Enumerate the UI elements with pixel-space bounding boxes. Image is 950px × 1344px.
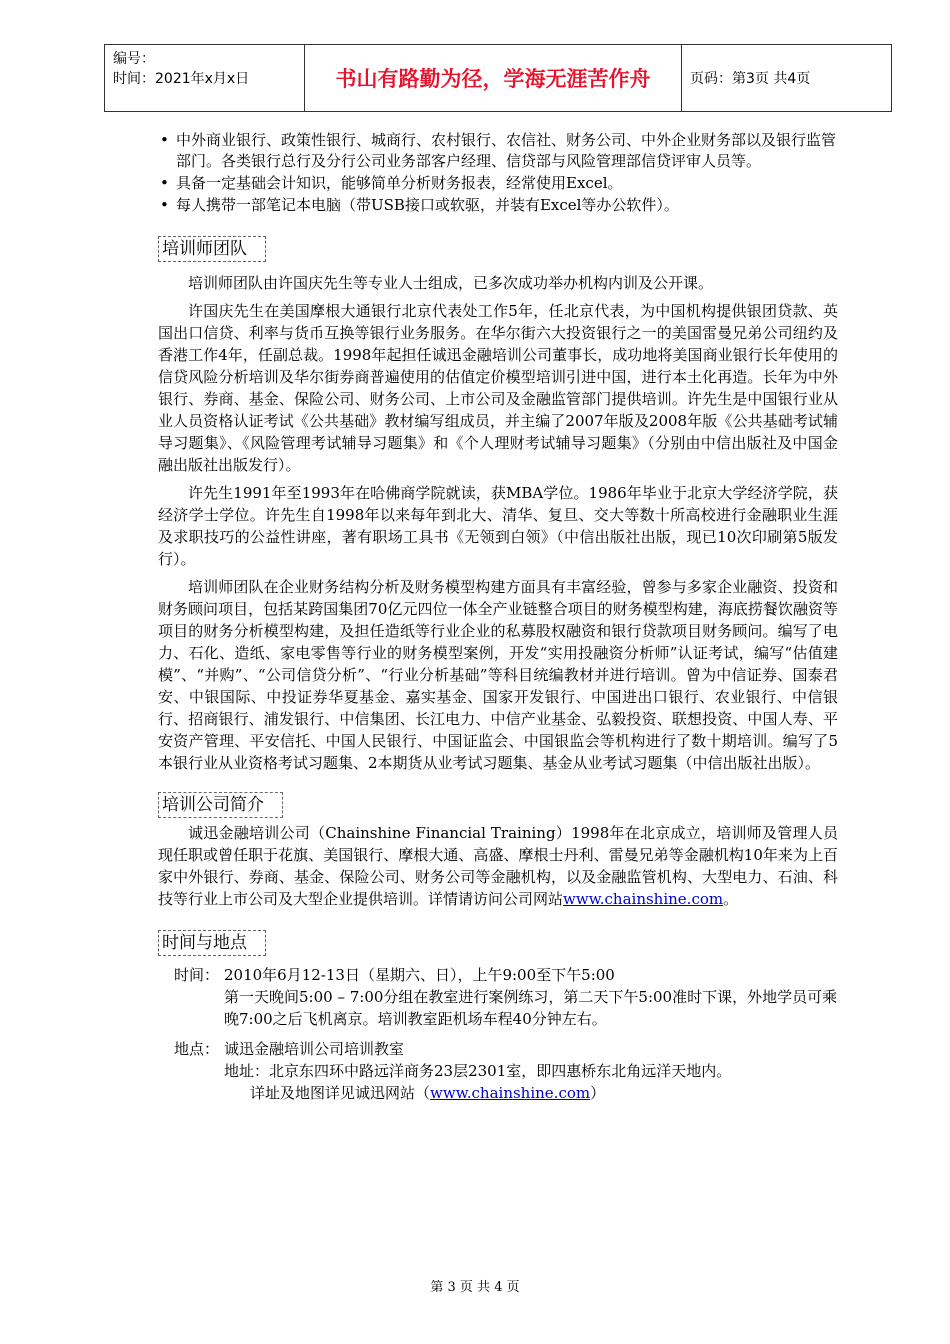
schedule-block [174,964,838,1104]
list-item: • 每人携带一部笔记本电脑（带USB接口或软驱，并装有Excel等办公软件）。 [176,195,838,216]
doc-number-label: 编号： [113,51,155,67]
map-prefix: 详址及地图详见诚迅网站（ [250,1084,431,1102]
section-title-team: 培训师团队 [158,236,266,262]
place-label: 地点： [174,1040,220,1058]
company-paragraph [158,822,838,910]
page-header [104,44,892,112]
list-item: • 中外商业银行、政策性银行、城商行、农村银行、农信社、财务公司、中外企业财务部以及银行监管部门。各类银行总行及分行公司业务部客户经理、信贷部与风险管理部信贷评审人员等。 [176,130,838,172]
section-title-schedule: 时间与地点 [158,930,266,956]
requirements-list [158,130,838,216]
header-page-label: 页码：第3页 共4页 [690,71,811,87]
map-line [224,1082,838,1104]
company-website-link[interactable]: www.chainshine.com [563,890,724,908]
page-footer: 第 3 页 共 4 页 [430,1280,520,1295]
map-website-link[interactable]: www.chainshine.com [430,1084,591,1102]
time-note: 第一天晚间5:00 – 7:00分组在教室进行案例练习，第二天下午5:00准时下课，外地学员可乘晚7:00之后飞机离京。培训教室距机场车程40分钟左右。 [224,988,838,1028]
place-line: 诚迅金融培训公司培训教室 [224,1040,405,1058]
address-line: 地址：北京东四环中路远洋商务23层2301室，即四惠桥东北角远洋天地内。 [224,1062,732,1080]
company-text-end: 。 [723,890,739,908]
time-line: 2010年6月12-13日（星期六、日），上午9:00至下午5:00 [224,966,615,984]
list-item: • 具备一定基础会计知识，能够简单分析财务报表，经常使用Excel。 [176,173,838,194]
section-title-company: 培训公司简介 [158,792,283,818]
doc-time-label: 时间：2021年x月x日 [113,71,250,87]
team-paragraph: 培训师团队由许国庆先生等专业人士组成，已多次成功举办机构内训及公开课。 [188,274,714,292]
document-body [158,130,838,1104]
header-meta [105,45,305,111]
team-paragraph: 许国庆先生在美国摩根大通银行北京代表处工作5年，任北京代表，为中国机构提供银团贷款、英国出口信贷、利率与货币互换等银行业务服务。在华尔街六大投资银行之一的美国雷曼兄弟公司纽约及香港工作4年，任副总裁。1998年起担任诚迅金融培训公司董事长，成功地将美国商业银行长年使用的信贷风险分析培训及华尔街券商普遍使用的估值定价模型培训引进中国，进行本土化再造。长年为中外银行、券商、基金、保险公司、财务公司、上市公司及金融监管部门提供培训。许先生是中国银行业从业人员资格认证考试《公共基础》教材编写组成员，并主编了2007年版及2008年版《公共基础考试辅导习题集》、《风险管理考试辅导习题集》和《个人理财考试辅导习题集》（分别由中信出版社及中国金融出版社出版发行）。 [158,302,838,474]
time-label: 时间： [174,966,220,984]
company-text: 诚迅金融培训公司（Chainshine Financial Training）1998年在北京成立，培训师及管理人员现任职或曾任职于花旗、美国银行、摩根大通、高盛、摩根士丹利、雷曼兄弟等金融机构10年来为上百家中外银行、券商、基金、保险公司、财务公司等金融机构，以及金融监管机构、大型电力、石油、科技等行业上市公司及大型企业提供培训。详情请访问公司网站 [158,824,838,908]
team-paragraph: 培训师团队在企业财务结构分析及财务模型构建方面具有丰富经验，曾参与多家企业融资、投资和财务顾问项目，包括某跨国集团70亿元四位一体全产业链整合项目的财务模型构建，海底捞餐饮融资等项目的财务分析模型构建，及担任造纸等行业企业的私募股权融资和银行贷款项目财务顾问。编写了电力、石化、造纸、家电零售等行业的财务模型案例，开发“实用投融资分析师”认证考试，编写“估值建模”、“并购”、“公司信贷分析”、“行业分析基础”等科目统编教材并进行培训。曾为中信证券、国泰君安、中银国际、中投证券华夏基金、嘉实基金、国家开发银行、中国进出口银行、农业银行、中信银行、招商银行、浦发银行、中信集团、长江电力、中信产业基金、弘毅投资、联想投资、中国人寿、平安资产管理、平安信托、中国人民银行、中国证监会、中国银监会等机构进行了数十期培训。编写了5本银行业从业资格考试习题集、2本期货从业考试习题集、基金从业考试习题集（中信出版社出版）。 [158,578,838,772]
map-suffix: ） [590,1084,606,1102]
team-paragraph: 许先生1991年至1993年在哈佛商学院就读，获MBA学位。1986年毕业于北京大学经济学院，获经济学士学位。许先生自1998年以来每年到北大、清华、复旦、交大等数十所高校进行金融职业生涯及求职技巧的公益性讲座，著有职场工具书《无领到白领》（中信出版社出版，现已10次印刷第5版发行）。 [158,484,838,568]
header-motto: 书山有路勤为径，学海无涯苦作舟 [305,45,682,111]
